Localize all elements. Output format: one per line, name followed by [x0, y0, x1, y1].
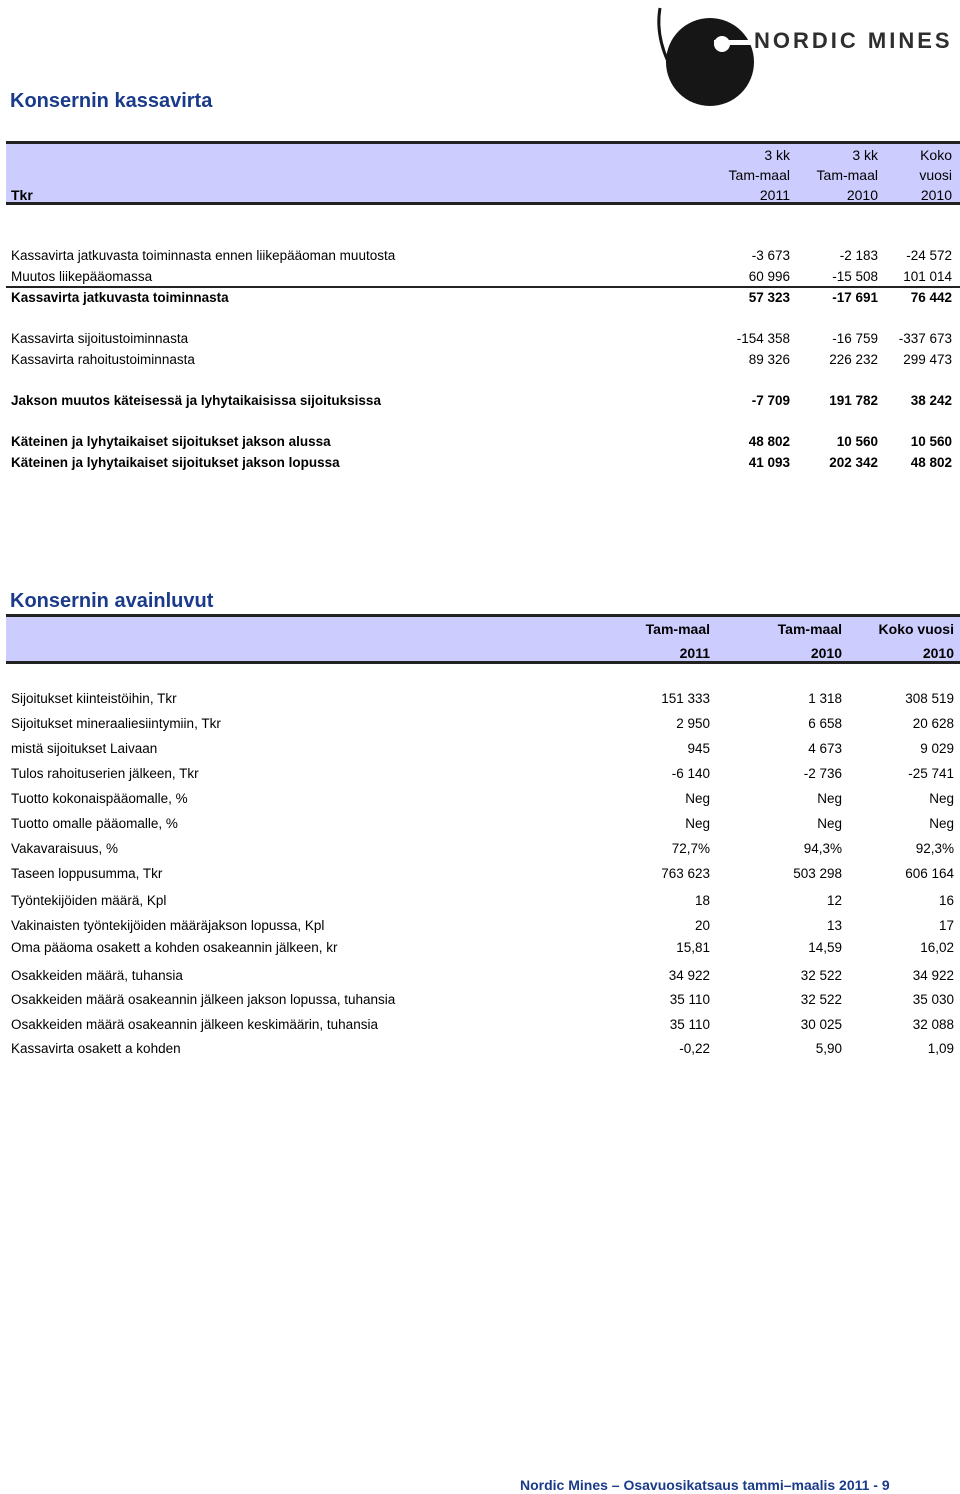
row-value: 35 030: [912, 992, 954, 1007]
row-label: Kassavirta sijoitustoiminnasta: [11, 331, 189, 346]
row-value: 606 164: [905, 866, 954, 881]
row-value: 34 922: [668, 968, 710, 983]
header-col2-line3: 2010: [846, 187, 878, 203]
header-col1-line1: 3 kk: [764, 147, 790, 163]
row-value: 17: [938, 918, 954, 933]
row-value: 191 782: [829, 393, 878, 408]
row-value: 763 623: [661, 866, 710, 881]
row-value: 10 560: [836, 434, 878, 449]
row-value: -0,22: [679, 1041, 710, 1056]
row-label: Työntekijöiden määrä, Kpl: [11, 893, 167, 908]
row-value: -337 673: [898, 331, 952, 346]
row-value: 34 922: [912, 968, 954, 983]
row-label: Jakson muutos käteisessä ja lyhytaikaisissa sijoituksissa: [11, 393, 381, 408]
row-label: Kassavirta osakett a kohden: [11, 1041, 181, 1056]
row-value: 10 560: [910, 434, 952, 449]
row-value: -17 691: [832, 290, 878, 305]
row-value: 2 950: [676, 716, 710, 731]
row-value: 32 088: [912, 1017, 954, 1032]
row-value: Neg: [817, 816, 842, 831]
row-value: 30 025: [800, 1017, 842, 1032]
header-col2-line1: 3 kk: [852, 147, 878, 163]
row-label: Kassavirta jatkuvasta toiminnasta ennen liikepääoman muutosta: [11, 248, 396, 263]
row-value: -6 140: [671, 766, 710, 781]
row-value: 12: [826, 893, 842, 908]
row-value: 94,3%: [803, 841, 842, 856]
header-col3-line2: 2010: [922, 645, 954, 661]
row-value: 72,7%: [671, 841, 710, 856]
header-col1-line2: Tam-maal: [728, 167, 790, 183]
row-value: 503 298: [793, 866, 842, 881]
subtotal-divider: [6, 286, 960, 288]
page-footer: Nordic Mines – Osavuosikatsaus tammi–maalis 2011 - 9: [520, 1477, 890, 1493]
header-col1-line3: 2011: [759, 187, 790, 203]
row-value: Neg: [685, 791, 710, 806]
row-value: 18: [694, 893, 710, 908]
row-label: Kassavirta rahoitustoiminnasta: [11, 352, 195, 367]
header-col3-line2: vuosi: [919, 167, 952, 183]
row-value: 1 318: [808, 691, 842, 706]
row-value: 4 673: [808, 741, 842, 756]
row-label: Kassavirta jatkuvasta toiminnasta: [11, 290, 229, 305]
row-value: 76 442: [910, 290, 952, 305]
header-col1-line2: 2011: [679, 645, 710, 661]
row-label: Tulos rahoituserien jälkeen, Tkr: [11, 766, 199, 781]
header-col2-line2: Tam-maal: [816, 167, 878, 183]
row-value: 60 996: [748, 269, 790, 284]
row-label: Osakkeiden määrä osakeannin jälkeen keskimäärin, tuhansia: [11, 1017, 378, 1032]
row-value: 16: [938, 893, 954, 908]
row-value: -15 508: [832, 269, 878, 284]
row-label: Sijoitukset mineraaliesiintymiin, Tkr: [11, 716, 221, 731]
row-value: 35 110: [669, 992, 710, 1007]
row-value: -2 183: [839, 248, 878, 263]
row-value: 13: [826, 918, 842, 933]
row-value: 1,09: [927, 1041, 954, 1056]
row-value: -7 709: [751, 393, 790, 408]
row-value: -24 572: [906, 248, 952, 263]
row-label: Käteinen ja lyhytaikaiset sijoitukset jakson lopussa: [11, 455, 340, 470]
row-value: -16 759: [832, 331, 878, 346]
company-logo: [652, 2, 952, 110]
header-col2-line1: Tam-maal: [777, 621, 842, 637]
row-label: Tuotto kokonaispääomalle, %: [11, 791, 188, 806]
row-value: 15,81: [676, 940, 710, 955]
key-figures-title: Konsernin avainluvut: [10, 590, 214, 612]
header-col1-line1: Tam-maal: [645, 621, 710, 637]
row-label: Vakavaraisuus, %: [11, 841, 119, 856]
row-value: 151 333: [661, 691, 710, 706]
row-value: 308 519: [905, 691, 954, 706]
row-label: Tuotto omalle pääomalle, %: [11, 816, 178, 831]
row-value: 101 014: [903, 269, 952, 284]
cashflow-title: Konsernin kassavirta: [10, 90, 213, 112]
header-col2-line2: 2010: [810, 645, 842, 661]
row-value: 945: [687, 741, 710, 756]
row-value: 35 110: [669, 1017, 710, 1032]
row-value: -3 673: [751, 248, 790, 263]
row-label: Taseen loppusumma, Tkr: [11, 866, 163, 881]
row-value: 38 242: [910, 393, 952, 408]
row-value: 57 323: [748, 290, 790, 305]
globe-logo-icon: [652, 2, 762, 110]
row-value: Neg: [929, 816, 954, 831]
row-value: 48 802: [910, 455, 952, 470]
row-value: Neg: [685, 816, 710, 831]
row-value: 92,3%: [915, 841, 954, 856]
row-label: Vakinaisten työntekijöiden määräjakson lopussa, Kpl: [11, 918, 325, 933]
header-row-label: Tkr: [11, 187, 33, 203]
row-label: Osakkeiden määrä, tuhansia: [11, 968, 183, 983]
row-value: Neg: [817, 791, 842, 806]
row-value: -2 736: [803, 766, 842, 781]
row-value: 202 342: [829, 455, 878, 470]
row-value: 20 628: [912, 716, 954, 731]
header-col3-line1: Koko vuosi: [878, 621, 954, 637]
row-value: 32 522: [800, 968, 842, 983]
header-col3-line3: 2010: [920, 187, 952, 203]
row-label: Osakkeiden määrä osakeannin jälkeen jakson lopussa, tuhansia: [11, 992, 396, 1007]
row-value: 48 802: [748, 434, 790, 449]
row-value: 5,90: [815, 1041, 842, 1056]
row-value: 299 473: [903, 352, 952, 367]
row-label: mistä sijoitukset Laivaan: [11, 741, 158, 756]
row-value: -25 741: [908, 766, 954, 781]
cashflow-header: [6, 141, 960, 205]
row-value: 16,02: [920, 940, 954, 955]
key-figures-header: [6, 614, 960, 664]
header-col3-line1: Koko: [920, 147, 952, 163]
logo-wordmark: NORDIC MINES: [754, 28, 953, 53]
row-label: Muutos liikepääomassa: [11, 269, 153, 284]
row-value: 9 029: [920, 741, 954, 756]
row-value: 14,59: [808, 940, 842, 955]
row-label: Oma pääoma osakett a kohden osakeannin jälkeen, kr: [11, 940, 338, 955]
row-value: Neg: [929, 791, 954, 806]
row-label: Käteinen ja lyhytaikaiset sijoitukset jakson alussa: [11, 434, 331, 449]
row-value: 89 326: [748, 352, 790, 367]
row-value: 32 522: [800, 992, 842, 1007]
row-label: Sijoitukset kiinteistöihin, Tkr: [11, 691, 177, 706]
row-value: 41 093: [748, 455, 790, 470]
row-value: -154 358: [736, 331, 790, 346]
row-value: 226 232: [829, 352, 878, 367]
row-value: 6 658: [808, 716, 842, 731]
row-value: 20: [694, 918, 710, 933]
